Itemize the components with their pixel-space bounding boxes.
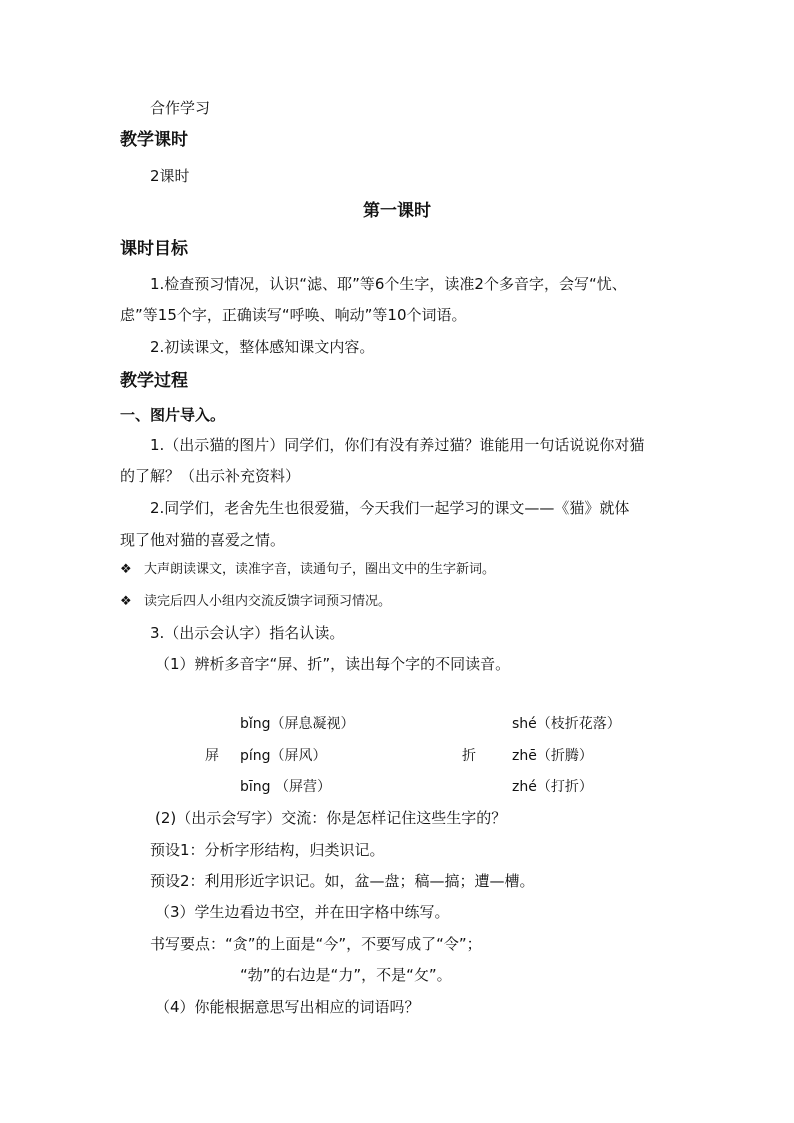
text-line: （3）学生边看边书空，并在田字格中练写。 [155,903,450,921]
pinyin-item: bīng （屏营） [240,779,331,795]
text-line: 现了他对猫的喜爱之情。 [120,531,286,549]
text-line: 3.（出示会认字）指名认读。 [150,624,345,642]
text-line: 1.（出示猫的图片）同学们，你们有没有养过猫？谁能用一句话说说你对猫 [150,436,645,454]
text-line: 1.检查预习情况，认识“滤、耶”等6个生字，读准2个多音字，会写“忧、 [150,275,627,293]
pinyin-item: bǐng（屏息凝视） [240,716,355,732]
section-heading: 课时目标 [120,239,188,259]
polyphone-char: 折 [462,748,476,764]
text-line: 书写要点：“贪”的上面是“今”，不要写成了“令”； [150,935,482,953]
bullet-item [120,560,495,580]
text-line: 2.同学们，老舍先生也很爱猫，今天我们一起学习的课文——《猫》就体 [150,499,630,517]
text-line: （4）你能根据意思写出相应的词语吗？ [155,998,420,1016]
diamond-bullet-icon: ❖ [120,562,132,577]
pinyin-item: zhē（折腾） [512,748,593,764]
text-line: 的了解？（出示补充资料） [120,467,301,485]
pinyin-item: shé（枝折花落） [512,716,621,732]
section-heading: 教学过程 [120,371,188,391]
text-line: “勃”的右边是“力”，不是“攵”。 [240,966,452,984]
text-line: 合作学习 [150,99,211,117]
bullet-text: 大声朗读课文，读准字音，读通句子，圈出文中的生字新词。 [144,562,496,577]
text-line: （1）辨析多音字“屏、折”，读出每个字的不同读音。 [155,655,511,673]
section-heading: 教学课时 [120,130,188,150]
pinyin-item: píng（屏风） [240,748,327,764]
text-line: 2课时 [150,167,190,185]
text-line: 预设2：利用形近字识记。如，盆—盘；稿—搞；遭—槽。 [150,872,535,890]
pinyin-item: zhé（打折） [512,779,593,795]
polyphone-char: 屏 [205,748,219,764]
bullet-item [120,592,391,612]
text-line: 虑”等15个字，正确读写“呼唤、响动”等10个词语。 [120,306,467,324]
subsection-heading: 一、图片导入。 [120,406,226,424]
text-line: (2)（出示会写字）交流：你是怎样记住这些生字的？ [155,809,507,827]
text-line: 预设1：分析字形结构，归类识记。 [150,841,385,859]
page-title: 第一课时 [363,201,431,221]
bullet-text: 读完后四人小组内交流反馈字词预习情况。 [144,594,392,609]
text-line: 2.初读课文，整体感知课文内容。 [150,338,375,356]
diamond-bullet-icon: ❖ [120,594,132,609]
